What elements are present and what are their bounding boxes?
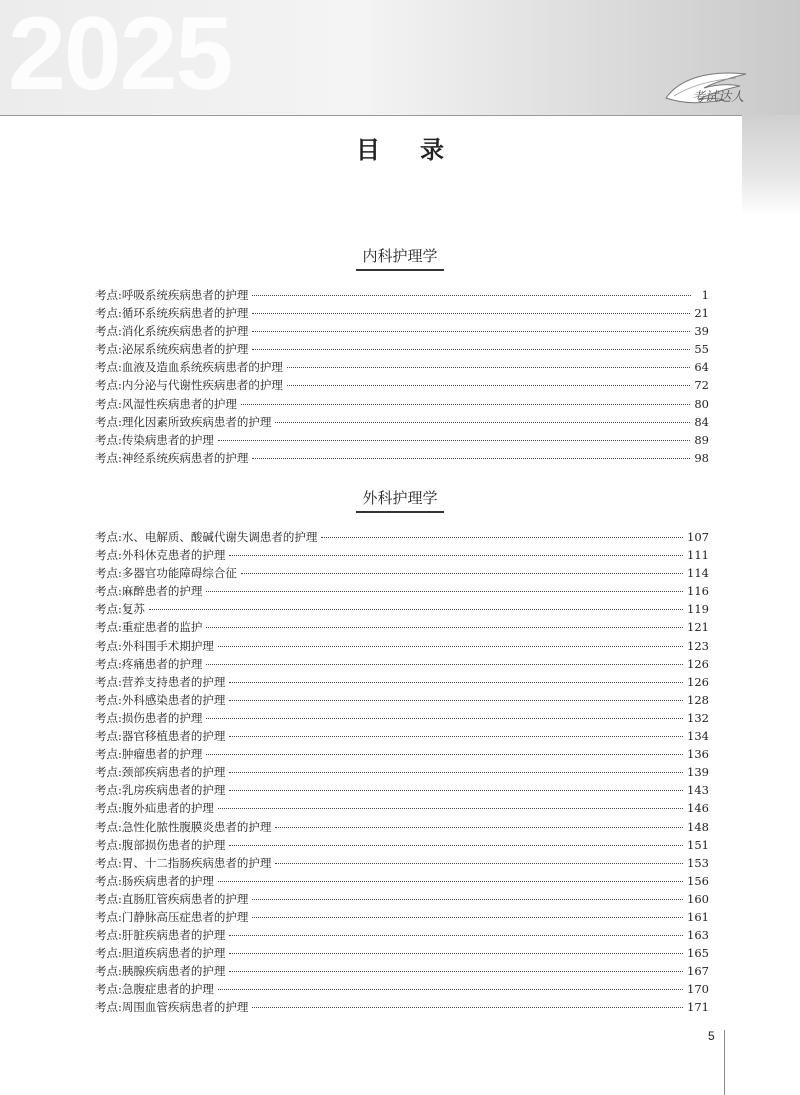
toc-entry-page: 64 [694,360,709,375]
dot-leader [218,799,683,809]
toc-entry-label: 考点:营养支持患者的护理 [95,674,226,689]
toc-entry-label: 考点:水、电解质、酸碱代谢失调患者的护理 [95,530,318,544]
toc-entry[interactable] [95,727,709,745]
dot-leader [218,980,683,990]
toc-entry-page: 163 [687,928,709,943]
toc-entry-page: 84 [694,414,709,429]
toc-entry-page: 39 [694,324,709,339]
toc-entry[interactable] [95,980,709,998]
dot-leader [229,836,683,846]
page-number: 5 [708,1029,715,1043]
dot-leader [218,431,690,441]
toc-entry-page: 107 [687,530,709,544]
toc-entry[interactable] [95,340,709,358]
toc-entry-page: 55 [694,342,709,357]
toc-entry-page: 80 [694,396,709,411]
toc-entry-label: 考点:复苏 [95,602,145,617]
header-rule [0,115,742,116]
toc-entry-page: 123 [687,638,709,653]
toc-entry[interactable] [95,358,709,376]
dot-leader [287,376,690,386]
dot-leader [229,962,683,972]
toc-entry[interactable] [95,962,709,980]
dot-leader [229,673,683,683]
toc-entry-label: 考点:乳房疾病患者的护理 [95,783,226,798]
section-heading-label: 外科护理学 [356,487,443,513]
toc-entry-label: 考点:直肠肛管疾病患者的护理 [95,891,249,906]
toc-entry[interactable] [95,564,709,582]
dot-leader [275,854,683,864]
dot-leader [229,944,683,954]
toc-entry[interactable] [95,413,709,431]
toc-entry-label: 考点:神经系统疾病患者的护理 [95,450,249,465]
toc-entry-page: 21 [694,306,709,321]
dot-leader [206,709,683,719]
toc-list-surgical [95,528,709,1017]
toc-entry-page: 161 [687,909,709,924]
dot-leader [252,322,690,332]
dot-leader [206,618,683,628]
toc-entry-label: 考点:外科休克患者的护理 [95,548,226,563]
dot-leader [252,286,691,296]
dot-leader [149,600,683,610]
toc-entry-label: 考点:颈部疾病患者的护理 [95,765,226,780]
toc-entry-label: 考点:肠疾病患者的护理 [95,873,214,888]
toc-list-internal [95,286,709,467]
toc-entry[interactable] [95,528,709,546]
toc-entry-page: 114 [687,566,709,581]
toc-entry[interactable] [95,431,709,449]
toc-entry[interactable] [95,763,709,781]
toc-entry[interactable] [95,546,709,564]
toc-entry-page: 156 [687,873,709,888]
toc-entry-page: 98 [694,450,709,465]
dot-leader [241,564,683,574]
toc-entry-label: 考点:肝脏疾病患者的护理 [95,928,226,943]
dot-leader [229,781,683,791]
section-heading-label: 内科护理学 [356,245,443,271]
toc-entry[interactable] [95,818,709,836]
toc-entry-page: 143 [687,783,709,798]
toc-entry-label: 考点:腹外疝患者的护理 [95,801,214,816]
toc-entry[interactable] [95,637,709,655]
toc-entry[interactable] [95,854,709,872]
toc-entry-page: 167 [687,964,709,979]
toc-entry[interactable] [95,304,709,322]
toc-entry[interactable] [95,781,709,799]
toc-entry-label: 考点:内分泌与代谢性疾病患者的护理 [95,378,283,393]
dot-leader [252,340,690,350]
toc-entry-label: 考点:器官移植患者的护理 [95,729,226,744]
toc-entry[interactable] [95,691,709,709]
toc-entry-page: 134 [687,729,709,744]
toc-entry-label: 考点:胰腺疾病患者的护理 [95,964,226,979]
dot-leader [252,304,690,314]
dot-leader [252,449,690,459]
toc-entry[interactable] [95,322,709,340]
toc-entry-label: 考点:多器官功能障碍综合征 [95,566,237,581]
toc-entry[interactable] [95,709,709,727]
toc-entry-label: 考点:麻醉患者的护理 [95,584,203,599]
toc-entry[interactable] [95,673,709,691]
dot-leader [206,745,683,755]
toc-entry-label: 考点:胆道疾病患者的护理 [95,946,226,961]
toc-entry[interactable] [95,926,709,944]
dot-leader [252,908,683,918]
dot-leader [229,926,683,936]
toc-entry[interactable] [95,582,709,600]
toc-entry[interactable] [95,890,709,908]
dot-leader [206,655,683,665]
dot-leader [252,890,683,900]
toc-entry-label: 考点:腹部损伤患者的护理 [95,837,226,852]
toc-entry-page: 165 [687,946,709,961]
toc-entry-page: 132 [687,710,709,725]
toc-entry[interactable] [95,872,709,890]
toc-entry[interactable] [95,799,709,817]
toc-entry-page: 171 [687,1000,709,1015]
toc-entry[interactable] [95,655,709,673]
toc-entry-label: 考点:外科感染患者的护理 [95,692,226,707]
toc-entry-page: 126 [687,656,709,671]
toc-entry-label: 考点:理化因素所致疾病患者的护理 [95,414,272,429]
dot-leader [241,395,690,405]
toc-entry-page: 153 [687,855,709,870]
toc-entry[interactable] [95,618,709,636]
toc-entry-label: 考点:损伤患者的护理 [95,710,203,725]
toc-entry[interactable] [95,600,709,618]
toc-entry-page: 72 [694,378,709,393]
toc-entry-page: 126 [687,674,709,689]
toc-entry-page: 148 [687,819,709,834]
toc-entry[interactable] [95,286,709,304]
toc-entry-label: 考点:消化系统疾病患者的护理 [95,324,249,339]
toc-entry-label: 考点:周围血管疾病患者的护理 [95,1000,249,1015]
dot-leader [218,637,683,647]
toc-entry-label: 考点:急腹症患者的护理 [95,982,214,997]
dot-leader [229,546,683,556]
toc-entry[interactable] [95,449,709,467]
toc-entry-page: 128 [687,692,709,707]
toc-entry-page: 136 [687,747,709,762]
year-watermark: 2025 [8,0,232,112]
toc-entry-page: 116 [687,584,709,599]
toc-entry-label: 考点:胃、十二指肠疾病患者的护理 [95,855,272,870]
toc-entry-label: 考点:重症患者的监护 [95,620,203,635]
toc-entry-label: 考点:外科围手术期护理 [95,638,214,653]
toc-entry[interactable] [95,908,709,926]
toc-entry[interactable] [95,836,709,854]
dot-leader [275,413,690,423]
toc-entry-page: 111 [687,548,709,563]
toc-entry-page: 119 [687,602,709,617]
dot-leader [218,872,683,882]
dot-leader [321,528,683,538]
dot-leader [275,818,683,828]
toc-entry-page: 89 [694,432,709,447]
dot-leader [229,727,683,737]
section-heading-surgical [0,487,800,513]
margin-rule [724,1030,725,1095]
toc-entry-page: 160 [687,891,709,906]
toc-entry[interactable] [95,376,709,394]
dot-leader [229,763,683,773]
toc-entry[interactable] [95,395,709,413]
section-heading-internal [0,245,800,271]
toc-entry-label: 考点:风湿性疾病患者的护理 [95,396,237,411]
page-title: 目录 [356,136,484,164]
publisher-logo [660,68,750,113]
toc-entry-label: 考点:呼吸系统疾病患者的护理 [95,288,249,302]
toc-entry-label: 考点:门静脉高压症患者的护理 [95,909,249,924]
toc-entry-label: 考点:肿瘤患者的护理 [95,747,203,762]
toc-entry[interactable] [95,998,709,1016]
dot-leader [287,358,690,368]
toc-entry[interactable] [95,745,709,763]
dot-leader [252,998,683,1008]
toc-entry-page: 139 [687,765,709,780]
dot-leader [229,691,683,701]
toc-entry[interactable] [95,944,709,962]
toc-entry-page: 146 [687,801,709,816]
toc-entry-page: 1 [701,288,709,302]
toc-entry-label: 考点:传染病患者的护理 [95,432,214,447]
toc-entry-label: 考点:血液及造血系统疾病患者的护理 [95,360,283,375]
toc-entry-page: 151 [687,837,709,852]
toc-entry-page: 170 [687,982,709,997]
toc-entry-label: 考点:急性化脓性腹膜炎患者的护理 [95,819,272,834]
toc-entry-label: 考点:疼痛患者的护理 [95,656,203,671]
toc-entry-label: 考点:循环系统疾病患者的护理 [95,306,249,321]
dot-leader [206,582,683,592]
logo-text: 考试达人 [692,90,745,105]
toc-entry-page: 121 [687,620,709,635]
toc-entry-label: 考点:泌尿系统疾病患者的护理 [95,342,249,357]
